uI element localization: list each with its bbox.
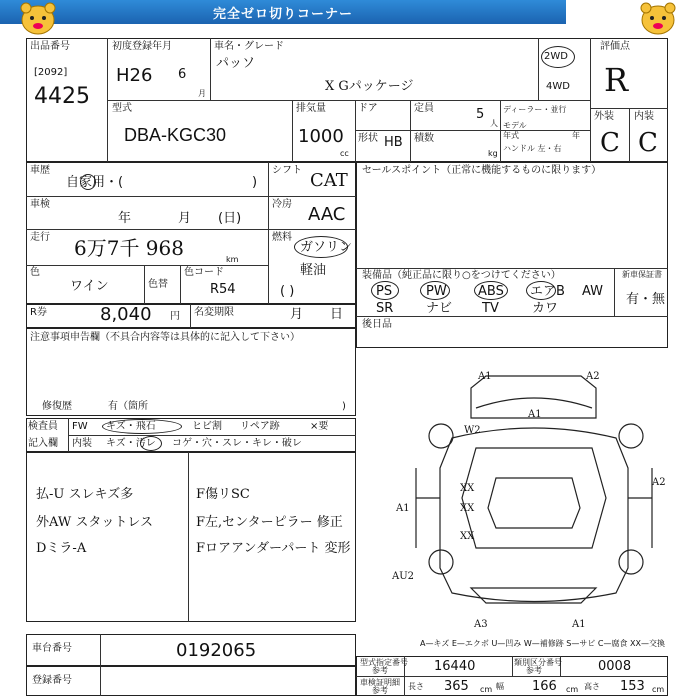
mark-xx-2: XX (460, 503, 475, 514)
symbol-crack: ヒビ割 (192, 421, 222, 432)
color-value: ワイン (70, 279, 109, 294)
height-value: 153 (620, 679, 645, 694)
model-label: 型式 (112, 103, 132, 114)
class-no-label: 類別区分番号 (514, 658, 562, 667)
equip-sr: SR (376, 301, 394, 316)
equip-airbag: エアB (530, 284, 565, 299)
rating-value: R (604, 61, 629, 99)
symbol-fw: FW (72, 421, 88, 432)
door-label: ドア (358, 103, 378, 114)
mileage-label: 走行 (30, 232, 50, 243)
symbol-need: ×要 (310, 421, 329, 432)
ext-label: 外装 (594, 111, 614, 122)
reg-era: H26 (116, 65, 153, 86)
inspect-day: (日) (218, 211, 242, 226)
equip-abs: ABS (478, 284, 504, 299)
fuel-diesel: 軽油 (300, 263, 327, 278)
notes-label: 注意事項申告欄（不具合内容等は具体的に記入して下さい） (30, 332, 300, 343)
width-unit: cm (566, 685, 579, 694)
reg-month: 6 (178, 67, 187, 82)
recycle-row (26, 304, 356, 328)
history-label: 車歴 (30, 165, 50, 176)
color-cat-label: 色替 (148, 279, 168, 290)
history-value: 自家用・( (66, 175, 124, 190)
repair-value: 有（箇所 (108, 401, 148, 412)
chassis-value: 0192065 (176, 640, 257, 661)
mark-a1-left: A1 (396, 503, 410, 514)
fuel-label: 燃料 (272, 232, 292, 243)
shift-label: シフト (272, 165, 302, 176)
car-grade: X Gパッケージ (325, 79, 414, 94)
lot-label: 出品番号 (30, 41, 70, 52)
page-banner: 完全ゼロ切りコーナー (0, 0, 566, 24)
drive-4wd: 4WD (546, 81, 570, 92)
type-no-sub: 参考 (372, 666, 388, 675)
int-label: 内装 (634, 111, 654, 122)
mark-a1-top: A1 (478, 371, 492, 382)
height-unit: cm (652, 685, 665, 694)
repair-close: ) (342, 401, 346, 412)
symbol-scratch-dirt: キズ・汚レ (106, 438, 156, 449)
dims-sub: 参考 (372, 686, 388, 695)
registration-row (26, 666, 356, 696)
cc-value: 1000 (298, 126, 344, 147)
shape-value: HB (384, 135, 403, 150)
width-label: 幅 (496, 682, 504, 691)
length-value: 365 (444, 679, 469, 694)
capacity-value: 5 (476, 107, 485, 122)
cc-unit: cc (340, 149, 349, 158)
name-change-label: 名変期限 (194, 307, 234, 318)
hand-note-1: 払-U スレキズ多 (36, 487, 134, 502)
lot-small: [2092] (34, 67, 68, 78)
reg-label: 初度登録年月 (112, 41, 172, 52)
equip-ps: PS (376, 284, 393, 299)
dealer-label: ディーラー・並行 (503, 105, 567, 114)
name-change-month: 月 (290, 307, 304, 322)
color-code-label: 色コード (184, 267, 224, 278)
cc-label: 排気量 (296, 103, 326, 114)
ext-grade: C (600, 128, 620, 158)
load-label: 積数 (414, 133, 434, 144)
hand-note-3: Dミラ-A (36, 541, 87, 556)
hand-note-2: 外AW スタットレス (36, 515, 153, 530)
mark-au2: AU2 (392, 571, 415, 582)
shape-label: 形状 (358, 133, 378, 144)
hand-note-5: F左,センターピラー 修正 (196, 515, 343, 530)
color-code: R54 (210, 282, 236, 297)
shift-value: CAT (310, 170, 348, 191)
sales-section (356, 162, 668, 348)
load-unit: kg (488, 149, 498, 158)
reg-month-unit: 月 (198, 89, 206, 98)
mark-a1-bottom: A1 (572, 619, 586, 630)
ac-label: 冷房 (272, 199, 292, 210)
mileage-value: 6万7千 968 (74, 236, 184, 260)
int-grade: C (638, 128, 658, 158)
inspect-month: 月 (178, 211, 192, 226)
chassis-label: 車台番号 (32, 643, 72, 654)
name-change-day: 日 (330, 307, 344, 322)
hand-note-4: F傷リSC (196, 487, 250, 502)
rear-seat-label: 後日品 (362, 319, 392, 330)
mark-a2-top: A2 (586, 371, 600, 382)
equip-tv: TV (482, 301, 499, 316)
length-unit: cm (480, 685, 493, 694)
sales-label: セールスポイント（正常に機能するものに限ります） (362, 165, 602, 176)
registration-label: 登録番号 (32, 675, 72, 686)
equip-aw: AW (582, 284, 604, 299)
type-no-label: 型式指定番号 (360, 658, 408, 667)
car-label: 車名・グレード (214, 41, 284, 52)
hand-note-6: Fロアアンダーパート 変形 (196, 541, 351, 556)
inspector-label: 検査員 (28, 421, 58, 432)
inspect-year: 年 (118, 211, 132, 226)
handle-label: ハンドル 左・右 (503, 144, 562, 153)
history-close: ) (252, 175, 258, 190)
fuel-paren: ( ) (280, 284, 295, 299)
mark-a3: A3 (474, 619, 488, 630)
equip-leather: カワ (532, 301, 559, 316)
drive-2wd: 2WD (544, 51, 568, 62)
capacity-label: 定員 (414, 103, 434, 114)
inspect-label: 車検 (30, 199, 50, 210)
lot-number: 4425 (34, 84, 90, 109)
recycle-unit: 円 (170, 311, 180, 322)
handwritten-notes-area (26, 452, 356, 622)
model-value: DBA-KGC30 (124, 125, 227, 145)
mileage-unit: km (226, 255, 239, 264)
height-label: 高さ (584, 682, 600, 691)
mascot-right-icon (636, 2, 680, 36)
recycle-value: 8,040 (100, 304, 152, 325)
symbol-repair: リペア跡 (240, 421, 280, 432)
mark-a1-hood: A1 (528, 409, 542, 420)
rating-label: 評価点 (600, 41, 630, 52)
mark-xx-1: XX (460, 483, 475, 494)
symbol-interior: 内装 (72, 438, 92, 449)
type-no-value: 16440 (434, 659, 476, 674)
equip-navi: ナビ (426, 301, 453, 316)
symbol-scratch-chip: キズ・飛石 (106, 421, 156, 432)
model-year-label2: 年式 (503, 131, 519, 140)
fuel-gas: ガソリン (300, 240, 353, 255)
recycle-label: R券 (30, 307, 47, 318)
mascot-left-icon (16, 2, 60, 36)
equip-pw: PW (426, 284, 447, 299)
damage-legend: A—キズ E—エクボ U—凹み W—補修跡 S—サビ C—腐食 XX—交換 (420, 639, 666, 648)
new-warranty-value: 有・無 (626, 292, 666, 307)
ac-value: AAC (308, 204, 346, 225)
new-warranty-label: 新車保証書 (622, 270, 662, 279)
model-year-label1: モデル (503, 121, 527, 130)
repair-label: 修復歴 (42, 401, 72, 412)
class-no-sub: 参考 (526, 666, 542, 675)
mark-w2: W2 (464, 425, 481, 436)
capacity-unit: 人 (490, 119, 498, 128)
width-value: 166 (532, 679, 557, 694)
model-year-unit: 年 (572, 131, 580, 140)
length-label: 長さ (408, 682, 424, 691)
equip-label: 装備品（純正品に限り○をつけてください） (362, 270, 561, 281)
mark-a2-right: A2 (652, 477, 666, 488)
car-name: パッソ (216, 56, 256, 71)
entry-label: 記入欄 (28, 438, 58, 449)
symbol-burn-etc: コゲ・穴・スレ・キレ・破レ (172, 438, 302, 449)
class-no-value: 0008 (598, 659, 632, 674)
mark-xx-3: XX (460, 531, 475, 542)
dims-label: 車検証明細 (360, 678, 400, 687)
color-label: 色 (30, 267, 40, 278)
